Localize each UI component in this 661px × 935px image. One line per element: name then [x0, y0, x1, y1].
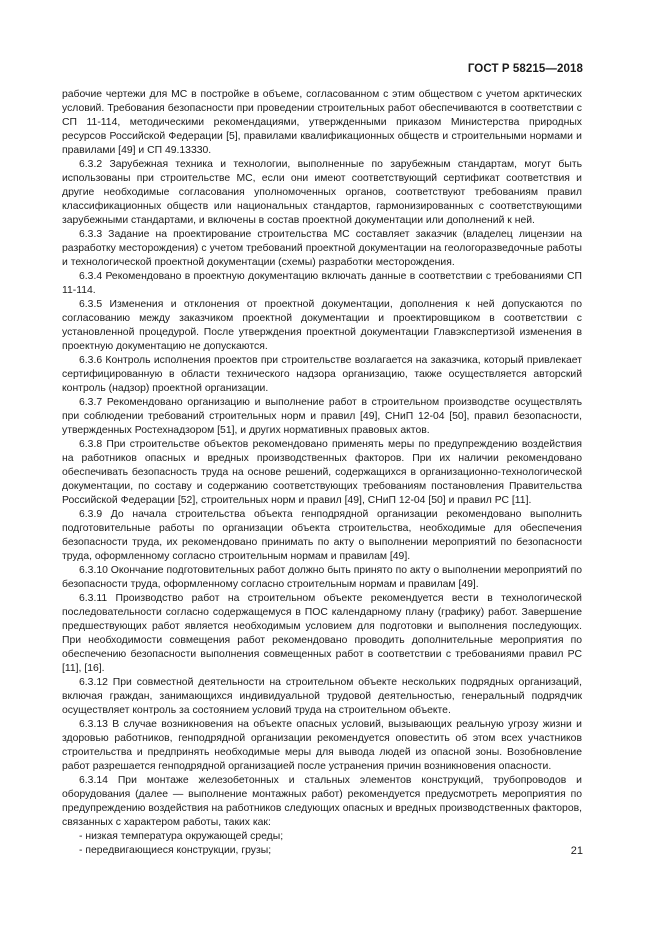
paragraph-6-3-4: 6.3.4 Рекомендовано в проектную документацию включать данные в соответствии с требованиями СП 11-114.	[62, 271, 582, 296]
paragraph-6-3-12: 6.3.12 При совместной деятельности на строительном объекте нескольких подрядных организаций, включая граждан, занимающихся индивидуальной трудовой деятельностью, генеральный подрядчик осуществляет контроль за состоянием условий труда на строительном объекте.	[62, 677, 582, 716]
document-header	[468, 63, 583, 75]
paragraph-6-3-14: 6.3.14 При монтаже железобетонных и стальных элементов конструкций, трубопроводов и оборудования (далее — выполнение монтажных работ) рекомендуется предусмотреть мероприятия по предупреждению воздействия на работников следующих опасных и вредных производственных факторов, связанных с характером работы, таких как:	[62, 775, 582, 828]
document-body	[62, 88, 582, 858]
paragraph-6-3-3: 6.3.3 Задание на проектирование строительства МС составляет заказчик (владелец лицензии на разработку месторождения) с учетом требований проектной документации на геологоразведочные работы и технологической проектной документации (схемы) разработки месторождения.	[62, 229, 582, 268]
paragraph-6-3-2: 6.3.2 Зарубежная техника и технологии, выполненные по зарубежным стандартам, могут быть использованы при строительстве МС, если они имеют соответствующий сертификат соответствия и другие необходимые согласования уполномоченных органов, соответствуют требованиям правил классификационных обществ или национальных стандартов, гармонизированных с соответствующими зарубежными стандартами, и включены в состав проектной документации или дополнений к ней.	[62, 159, 582, 226]
paragraph-continuation: рабочие чертежи для МС в постройке в объеме, согласованном с этим обществом с учетом арктических условий. Требования безопасности при проведении строительных работ обеспечиваются в соответствии с СП 11-114, методическими рекомендациями, утвержденными приказом Министерства природных ресурсов Российской Федерации [5], правилами квалификационных обществ и строительными нормами и правилами [49] и СП 49.13330.	[62, 89, 582, 156]
paragraph-6-3-6: 6.3.6 Контроль исполнения проектов при строительстве возлагается на заказчика, который привлекает сертифицированную в области технического надзора организацию, также осуществляется авторский контроль (надзор) проектной организации.	[62, 355, 582, 394]
standard-code: ГОСТ Р 58215—2018	[467, 63, 583, 75]
paragraph-6-3-11: 6.3.11 Производство работ на строительном объекте рекомендуется вести в технологической последовательности согласно содержащемуся в ПОС календарному плану (графику) работ. Завершение предшествующих работ является необходимым условием для подготовки и выполнения последующих. При необходимости совмещения работ рекомендовано проводить дополнительные мероприятия по обеспечению безопасности выполнения совмещенных работ в соответствии с требованиями правил РС [11], [16].	[62, 593, 582, 674]
list-item: - низкая температура окружающей среды;	[62, 830, 582, 844]
hazard-factor-list	[62, 830, 582, 858]
paragraph-6-3-9: 6.3.9 До начала строительства объекта генподрядной организации рекомендовано выполнить подготовительные работы по организации объекта строительства, необходимые для обеспечения безопасности труда, их рекомендовано принимать по акту о выполнении мероприятий по безопасности труда, оформленному согласно строительным нормам и правилам [49].	[62, 509, 582, 562]
page-number: 21	[570, 845, 583, 857]
paragraph-6-3-5: 6.3.5 Изменения и отклонения от проектной документации, дополнения к ней допускаются по согласованию между заказчиком проектной документации и проектировщиком в соответствии с установленной процедурой. После утверждения проектной документации Главэкспертизой изменения в проектную документацию не допускаются.	[62, 299, 582, 352]
paragraph-6-3-13: 6.3.13 В случае возникновения на объекте опасных условий, вызывающих реальную угрозу жизни и здоровью работников, генподрядной организации рекомендуется оповестить об этом всех участников строительства и предпринять необходимые меры для вывода людей из опасной зоны. Возобновление работ разрешается генподрядной организацией после устранения причин возникновения опасности.	[62, 719, 582, 772]
list-item: - передвигающиеся конструкции, грузы;	[62, 844, 582, 858]
paragraph-6-3-7: 6.3.7 Рекомендовано организацию и выполнение работ в строительном производстве осуществлять при соблюдении требований строительных норм и правил [49], СНиП 12-04 [50], правил безопасности, утвержденных Ростехнадзором [51], и других нормативных правовых актов.	[62, 397, 582, 436]
paragraph-6-3-10: 6.3.10 Окончание подготовительных работ должно быть принято по акту о выполнении мероприятий по безопасности труда, оформленному согласно строительным нормам и правилам [49].	[62, 565, 582, 590]
paragraph-6-3-8: 6.3.8 При строительстве объектов рекомендовано применять меры по предупреждению воздействия на работников опасных и вредных производственных факторов. При их наличии рекомендовано обеспечивать безопасность труда на основе решений, содержащихся в организационно-технологической документации, по составу и содержанию соответствующих требованиям постановления Правительства Российской Федерации [52], строительных норм и правил [49], СНиП 12-04 [50] и правил РС [11].	[62, 439, 582, 506]
